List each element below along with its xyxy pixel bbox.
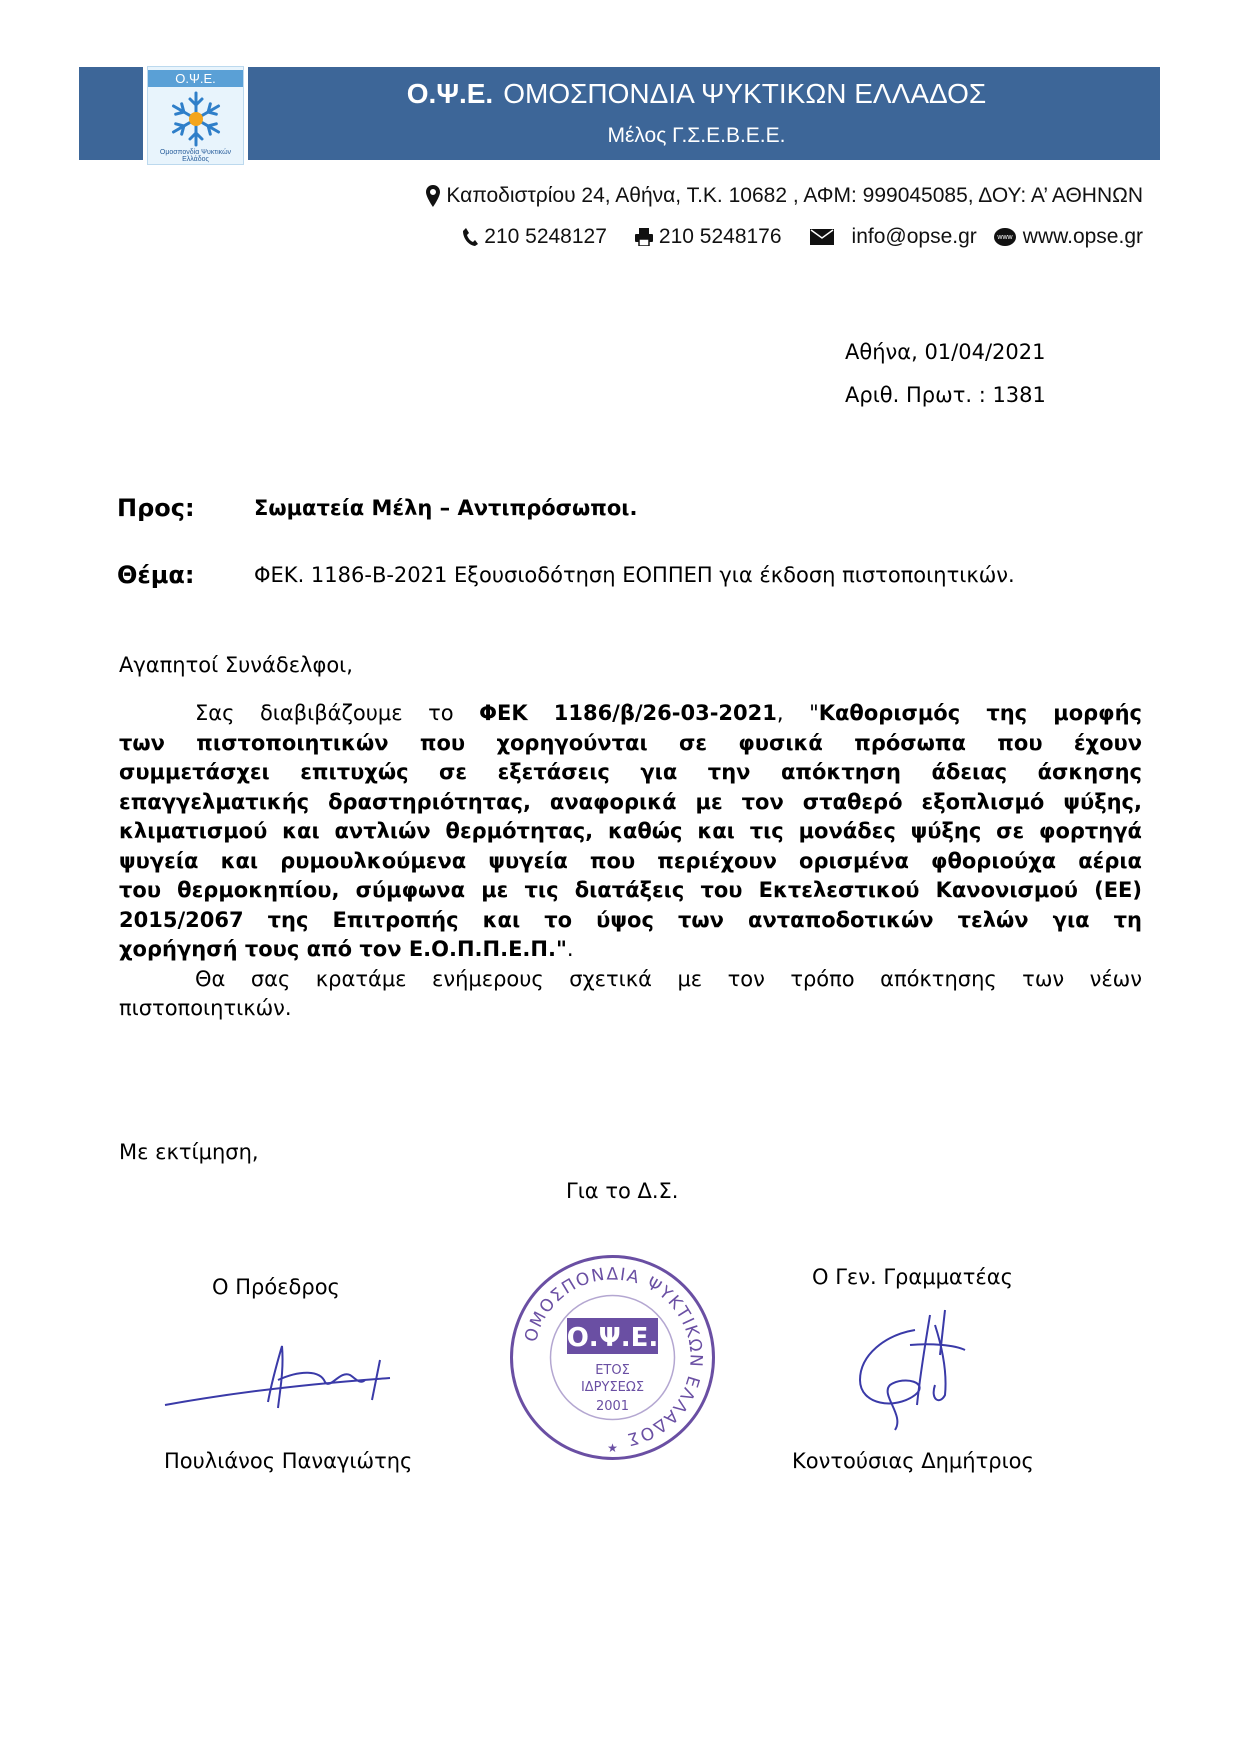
quoted-title-line: συμμετάσχει επιτυχώς σε εξετάσεις για την απόκτηση άδειας άσκησης: [119, 760, 1142, 784]
address-line: [426, 184, 1143, 208]
stamp-line-2: ΙΔΡΥΣΕΩΣ: [580, 1380, 645, 1395]
website-link[interactable]: www.opse.gr: [1022, 225, 1143, 248]
president-title: Ο Πρόεδρος: [212, 1275, 340, 1299]
stamp-ring-text: ΟΜΟΣΠΟΝΔΙΑ ΨΥΚΤΙΚΩΝ ΕΛΛΑΔΟΣ: [521, 1264, 706, 1450]
logo-footer: Ομοσπονδία Ψυκτικών Ελλάδος: [159, 149, 232, 163]
address-text: Καποδιστρίου 24, Αθήνα, Τ.Κ. 10682 , ΑΦΜ: 999045085, ΔΟΥ: Α’ ΑΘΗΝΩΝ: [446, 184, 1143, 207]
quoted-title-line: των πιστοποιητικών που χορηγούνται σε φυσικά πρόσωπα που έχουν: [119, 730, 1142, 755]
closing-regards: Με εκτίμηση,: [119, 1140, 259, 1164]
secretary-title: Ο Γεν. Γραμματέας: [812, 1265, 1013, 1289]
quoted-title: Καθορισμός της μορφής: [818, 701, 1142, 725]
header-band-left: [79, 67, 143, 160]
contact-line: [462, 225, 1143, 249]
paragraph-text: .: [566, 937, 574, 961]
protocol-number: Αριθ. Πρωτ. : 1381: [845, 383, 1046, 407]
paragraph-text: Σας διαβιβάζουμε το: [195, 701, 480, 725]
organization-abbreviation: Ο.Ψ.Ε.: [406, 78, 494, 109]
paragraph-2-line: Θα σας κρατάμε ενήμερους σχετικά με τον τρόπο απόκτησης των νέων: [195, 966, 1142, 991]
president-name: Πουλιάνος Παναγιώτης: [164, 1449, 413, 1473]
quoted-title-line: ψυγεία και ρυμουλκούμενα ψυγεία που περιέχουν ορισμένα φθοριούχα αέρια: [119, 848, 1142, 873]
fax-number[interactable]: 210 5248176: [658, 225, 782, 248]
phone-icon: [462, 227, 478, 247]
svg-text:ΟΜΟΣΠΟΝΔΙΑ ΨΥΚΤΙΚΩΝ ΕΛΛΑΔΟΣ: [521, 1264, 706, 1449]
organization-title: [233, 78, 1160, 110]
fek-reference: ΦΕΚ 1186/β/26-03-2021: [479, 701, 777, 725]
logo-title: Ο.Ψ.Ε.: [148, 70, 243, 87]
star-icon: ★: [607, 1441, 618, 1455]
body-paragraph-1: [119, 699, 1142, 1024]
secretary-name: Κοντούσιας Δημήτριος: [792, 1449, 1034, 1473]
recipient-value: Σωματεία Μέλη – Αντιπρόσωποι.: [254, 496, 638, 520]
membership-line: Μέλος Γ.Σ.Ε.Β.Ε.Ε.: [607, 124, 786, 147]
secretary-signature: [835, 1305, 995, 1435]
recipient-label: Προς:: [117, 494, 195, 522]
phone-number[interactable]: 210 5248127: [484, 225, 607, 248]
organization-name: ΟΜΟΣΠΟΝΔΙΑ ΨΥΚΤΙΚΩΝ ΕΛΛΑΔΟΣ: [503, 78, 987, 109]
stamp-line-1: ΕΤΟΣ: [595, 1363, 630, 1378]
snowflake-icon: [166, 89, 226, 149]
fax-icon: [635, 228, 653, 246]
www-icon: [993, 227, 1017, 247]
quoted-title-line: 2015/2067 της Επιτροπής και το ύψος των ανταποδοτικών τελών για τη: [119, 907, 1142, 932]
subject-label: Θέμα:: [117, 561, 195, 589]
quoted-title-line: επαγγελματικής δραστηριότητας, αναφορικά με τον σταθερό εξοπλισμό ψύξης,: [119, 789, 1142, 814]
for-board: Για το Δ.Σ.: [566, 1179, 679, 1203]
paragraph-text: , ": [776, 701, 819, 725]
stamp-center: Ο.Ψ.Ε.: [566, 1323, 659, 1353]
paragraph-2-line: πιστοποιητικών.: [119, 996, 292, 1020]
date-line: Αθήνα, 01/04/2021: [845, 340, 1046, 364]
organization-stamp: [505, 1250, 720, 1465]
subject-value: ΦΕΚ. 1186-Β-2021 Εξουσιοδότηση ΕΟΠΠΕΠ για έκδοση πιστοποιητικών.: [254, 563, 1015, 587]
stamp-year: 2001: [595, 1399, 630, 1414]
quoted-title-line: κλιματισμού και αντλιών θερμότητας, καθώς και τις μονάδες ψύξης σε φορτηγά: [119, 819, 1142, 843]
location-pin-icon: [426, 185, 440, 207]
envelope-icon: [810, 229, 834, 245]
quoted-title-line: του θερμοκηπίου, σύμφωνα με τις διατάξεις του Εκτελεστικού Κανονισμού (ΕΕ): [119, 878, 1142, 902]
quoted-title-line: χορήγησή τους από τον Ε.Ο.Π.Π.Ε.Π.": [119, 937, 567, 961]
email-link[interactable]: info@opse.gr: [851, 225, 977, 248]
svg-text:www: www: [997, 234, 1013, 241]
greeting: Αγαπητοί Συνάδελφοι,: [119, 653, 353, 677]
president-signature: [160, 1340, 400, 1420]
